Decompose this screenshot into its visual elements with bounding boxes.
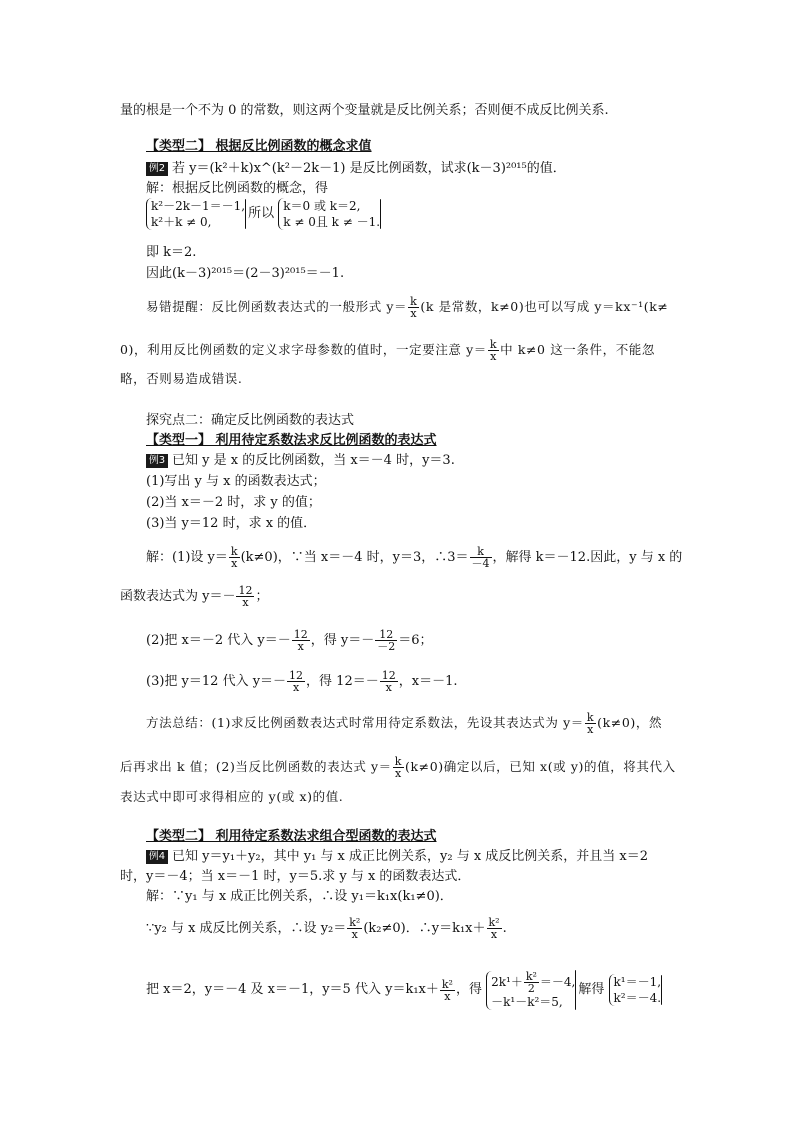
text: ＝－4, — [539, 974, 576, 989]
fraction — [236, 585, 254, 608]
tip-text: 中 k≠0 这一条件，不能忽 — [500, 342, 655, 357]
system-row: k²－2k－1＝－1, — [151, 199, 246, 213]
system-brace — [245, 199, 246, 229]
text: 函数表达式为 y＝－ — [120, 589, 236, 604]
example-2 — [146, 160, 566, 178]
fraction-num: 12 — [381, 669, 396, 682]
tip-text: 0)，利用反比例函数的定义求字母参数的值时，一定要注意 y＝ — [120, 342, 487, 357]
system-right — [278, 198, 380, 230]
example-badge: 例4 — [146, 850, 168, 864]
text: ，解得 k＝－12.因此，y 与 x 的 — [492, 550, 683, 565]
text: (k≠0)确定以后，已知 x(或 y)的值，将其代入 — [405, 759, 676, 774]
example-badge: 例2 — [146, 162, 168, 176]
solution-1-line-2 — [120, 585, 269, 608]
method-line-2 — [120, 756, 676, 779]
system-brace — [661, 975, 662, 1005]
fraction — [487, 917, 502, 940]
solution-2 — [146, 629, 433, 652]
text: 方法总结：(1)求反比例函数表达式时常用待定系数法，先设其表达式为 y＝ — [146, 715, 584, 730]
therefore-line: 因此(k－3)²⁰¹⁵＝(2－3)²⁰¹⁵＝－1. — [146, 266, 345, 281]
text: 把 x＝2，y＝－4 及 x＝－1，y＝5 代入 y＝k₁x＋ — [146, 982, 439, 997]
heading-text: 【类型二】 利用待定系数法求组合型函数的表达式 — [146, 829, 437, 844]
fraction-den: x — [297, 640, 304, 653]
text: ，得 y＝－ — [310, 633, 375, 648]
fraction-num: k² — [525, 969, 537, 983]
system-row: k¹＝－1, — [613, 975, 662, 989]
fraction-num: k² — [349, 916, 361, 929]
fraction — [229, 546, 240, 569]
example-text: 已知 y 是 x 的反比例函数，当 x＝－4 时，y＝3. — [172, 453, 455, 468]
fraction — [440, 979, 455, 1002]
fraction — [393, 756, 404, 779]
text: (k≠0)，∵当 x＝－4 时，y＝3，∴3＝ — [240, 550, 469, 565]
fraction — [524, 971, 539, 994]
system-row: k ≠ 0且 k ≠ －1. — [283, 215, 381, 229]
intro-line: 量的根是一个不为 0 的常数，则这两个变量就是反比例关系；否则便不成反比例关系. — [120, 103, 609, 118]
fraction-den: x — [490, 928, 498, 941]
system-left — [146, 198, 245, 230]
text: . — [502, 921, 507, 936]
example-4-line-2: 时，y＝－4；当 x＝－1 时，y＝5.求 y 与 x 的函数表达式． — [120, 869, 471, 884]
text: 2k¹＋ — [491, 974, 523, 989]
solution-4-line-2 — [146, 917, 507, 940]
system-row — [491, 971, 575, 994]
ji-line: 即 k＝2. — [146, 245, 197, 260]
system-brace — [380, 199, 381, 229]
system-3 — [486, 971, 575, 1010]
fraction-den: x — [385, 681, 392, 694]
text: ∵y₂ 与 x 成反比例关系，∴设 y₂＝ — [146, 921, 347, 936]
fraction — [347, 917, 362, 940]
tip-text: (k 是常数，k≠0)也可以写成 y＝kx⁻¹(k≠ — [420, 299, 669, 314]
fraction — [585, 712, 596, 735]
fraction-den: x — [394, 767, 402, 780]
text: (k₂≠0)．∴y＝k₁x＋ — [363, 921, 486, 936]
fraction-den: x — [292, 681, 300, 694]
text: (3)把 y＝12 代入 y＝－ — [146, 674, 287, 689]
method-line-3: 表达式中即可求得相应的 y(或 x)的值. — [120, 789, 344, 804]
fraction-num: k² — [441, 977, 453, 991]
fraction-den: x — [444, 989, 451, 1003]
text: ； — [255, 589, 269, 604]
fraction-den: x — [490, 350, 497, 363]
type2-heading-b — [146, 828, 437, 846]
text: 解：(1)设 y＝ — [146, 550, 228, 565]
solution-4-line-1: 解：∵y₁ 与 x 成正比例关系，∴设 y₁＝k₁x(k₁≠0)． — [146, 889, 453, 904]
system-row: k＝0 或 k＝2, — [283, 199, 361, 213]
system-row: k²＋k ≠ 0, — [151, 215, 212, 229]
text: 后再求出 k 值；(2)当反比例函数的表达式 y＝ — [120, 759, 392, 774]
text: ＝6； — [398, 633, 433, 648]
example-text: 若 y＝(k²＋k)x^(k²－2k－1) 是反比例函数，试求(k－3)²⁰¹⁵的值． — [172, 161, 566, 176]
fraction — [470, 546, 492, 569]
tip-line-2 — [120, 339, 655, 362]
explore-heading: 探究点二：确定反比例函数的表达式 — [146, 413, 355, 428]
fraction-num: k — [410, 295, 418, 308]
fraction-den: x — [242, 596, 249, 609]
question-2: (2)当 x＝－2 时，求 y 的值； — [146, 495, 321, 510]
equation-system-1 — [146, 198, 383, 230]
text: 解得 — [578, 982, 605, 997]
fraction-den: x — [587, 723, 594, 736]
example-text: 已知 y＝y₁＋y₂，其中 y₁ 与 x 成正比例关系，y₂ 与 x 成反比例关系，并且当 x＝2 — [172, 849, 649, 864]
heading-text: 【类型一】 利用待定系数法求反比例函数的表达式 — [146, 433, 437, 448]
solution-1-line-1 — [146, 546, 682, 569]
fraction-num: k — [230, 545, 238, 558]
fraction — [488, 339, 499, 362]
tip-line-1 — [146, 296, 669, 319]
fraction-num: 12 — [375, 629, 397, 641]
type1-heading — [146, 432, 437, 450]
method-line-1 — [146, 712, 662, 735]
fraction-num: 12 — [289, 669, 304, 682]
system-4 — [609, 974, 662, 1006]
system-brace — [575, 970, 576, 1010]
fraction-num: k — [489, 338, 498, 351]
type2-heading — [146, 138, 372, 156]
fraction — [408, 296, 419, 319]
fraction-num: 12 — [293, 628, 308, 641]
fraction-num: k — [586, 711, 595, 724]
fraction — [287, 670, 305, 693]
fraction — [375, 629, 397, 652]
solution-4-line-3 — [146, 970, 664, 1010]
text: (2)把 x＝－2 代入 y＝－ — [146, 633, 291, 648]
fraction-num: 12 — [238, 584, 253, 597]
solution-3 — [146, 670, 457, 693]
fraction-den: x — [351, 928, 358, 941]
system-row: k²＝－4. — [613, 991, 662, 1005]
example-badge: 例3 — [146, 454, 168, 468]
example-3 — [146, 452, 455, 470]
text: ，得 — [455, 982, 482, 997]
text: (k≠0)，然 — [597, 715, 663, 730]
fraction-den: －4 — [471, 557, 490, 570]
fraction — [292, 629, 310, 652]
text: ，得 12＝－ — [306, 674, 379, 689]
question-1: (1)写出 y 与 x 的函数表达式； — [146, 474, 326, 489]
fraction-den: －2 — [377, 640, 396, 653]
question-3: (3)当 y＝12 时，求 x 的值． — [146, 516, 317, 531]
tip-line-3: 略，否则易造成错误. — [120, 371, 243, 386]
fraction-num: k² — [488, 916, 500, 929]
solution-intro: 解：根据反比例函数的概念，得 — [146, 181, 329, 196]
tip-text: 易错提醒：反比例函数表达式的一般形式 y＝ — [146, 299, 408, 314]
fraction — [380, 670, 398, 693]
system-row: －k¹－k²＝5, — [491, 994, 563, 1009]
fraction-den: x — [231, 557, 238, 570]
example-4 — [146, 848, 648, 866]
fraction-den: x — [410, 307, 418, 320]
heading-text: 【类型二】 根据反比例函数的概念求值 — [146, 139, 372, 154]
fraction-num: k — [394, 755, 403, 768]
so-text: 所以 — [248, 206, 275, 221]
fraction-num: k — [470, 546, 492, 558]
fraction-den: 2 — [527, 981, 535, 995]
text: ，x＝－1. — [398, 674, 458, 689]
